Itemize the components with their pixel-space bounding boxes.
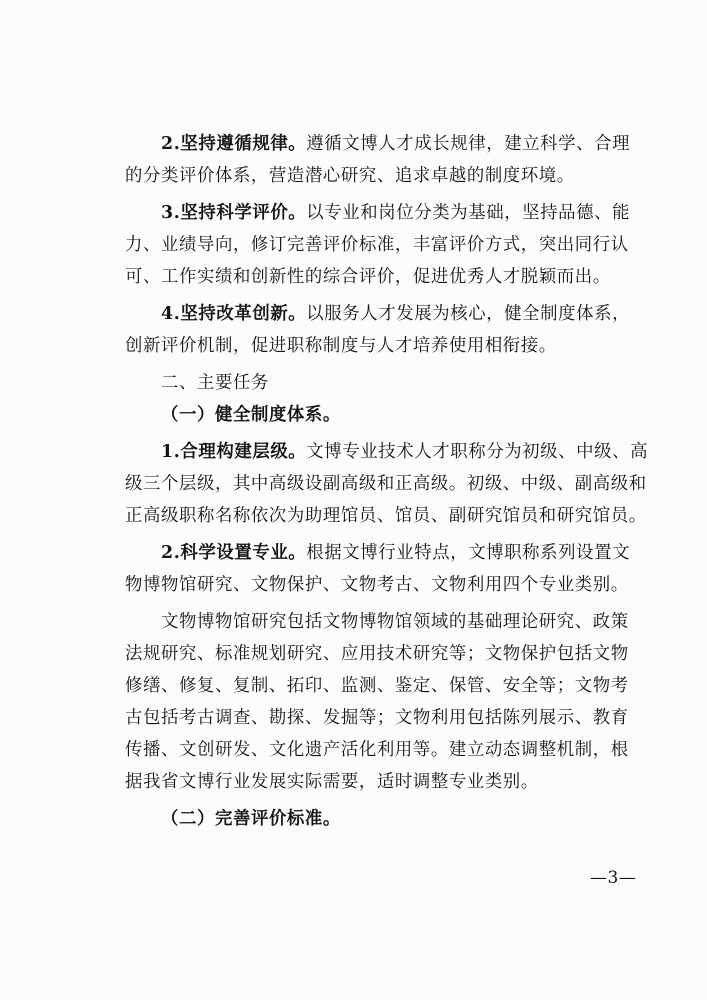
text-line <box>125 537 645 569</box>
text-line <box>125 128 645 160</box>
subsection-heading: （二）完善评价标准。 <box>161 809 341 829</box>
bold-lead: 合理构建层级。 <box>180 442 307 462</box>
subsection-heading: （一）健全制度体系。 <box>161 405 341 425</box>
bold-lead: 科学设置专业。 <box>180 543 307 563</box>
text-line: 级三个层级，其中高级设副高级和正高级。初级、中级、副高级和 <box>125 474 647 494</box>
paragraph <box>125 537 645 601</box>
text-line: 文物博物馆研究包括文物博物馆领域的基础理论研究、政策 <box>161 612 629 632</box>
text-line: 创新评价机制，促进职称制度与人才培养使用相衔接。 <box>125 336 557 356</box>
item-number: 2. <box>161 134 181 154</box>
text-line: 正高级职称名称依次为助理馆员、馆员、副研究馆员和研究馆员。 <box>125 506 647 526</box>
bold-lead: 坚持科学评价。 <box>180 203 307 223</box>
text-line: 古包括考古调查、勘探、发掘等；文物利用包括陈列展示、教育 <box>125 708 629 728</box>
text-line: 力、业绩导向，修订完善评价标准，丰富评价方式，突出同行认 <box>125 235 629 255</box>
line-text: 文博专业技术人才职称分为初级、中级、高 <box>306 442 649 462</box>
text-line: 的分类评价体系，营造潜心研究、追求卓越的制度环境。 <box>125 166 575 186</box>
line-text: 根据文博行业特点，文博职称系列设置文 <box>306 543 631 563</box>
section-heading: 二、主要任务 <box>161 373 269 393</box>
paragraph <box>125 298 645 362</box>
text-line <box>125 197 645 229</box>
paragraph <box>125 606 645 798</box>
text-line <box>125 436 649 468</box>
bold-lead: 坚持遵循规律。 <box>180 134 307 154</box>
item-number: 4. <box>161 304 181 324</box>
item-number: 1. <box>161 442 181 462</box>
item-number: 2. <box>161 543 181 563</box>
paragraph <box>125 128 645 192</box>
bold-lead: 坚持改革创新。 <box>180 304 307 324</box>
page-number: —3— <box>590 868 637 888</box>
document-body <box>125 128 649 835</box>
text-line: 法规研究、标准规划研究、应用技术研究等；文物保护包括文物 <box>125 644 629 664</box>
text-line: 修缮、修复、复制、拓印、监测、鉴定、保管、安全等；文物考 <box>125 676 629 696</box>
paragraph <box>125 197 645 293</box>
paragraph <box>125 436 649 532</box>
text-line <box>125 298 645 330</box>
text-line: 据我省文博行业发展实际需要，适时调整专业类别。 <box>125 772 539 792</box>
line-text: 遵循文博人才成长规律，建立科学、合理 <box>306 134 631 154</box>
text-line: 传播、文创研发、文化遗产活化利用等。建立动态调整机制，根 <box>125 740 629 760</box>
item-number: 3. <box>161 203 181 223</box>
text-line: 物博物馆研究、文物保护、文物考古、文物利用四个专业类别。 <box>125 575 629 595</box>
line-text: 以服务人才发展为核心，健全制度体系， <box>306 304 631 324</box>
line-text: 以专业和岗位分类为基础，坚持品德、能 <box>306 203 631 223</box>
text-line: 可、工作实绩和创新性的综合评价，促进优秀人才脱颖而出。 <box>125 267 611 287</box>
